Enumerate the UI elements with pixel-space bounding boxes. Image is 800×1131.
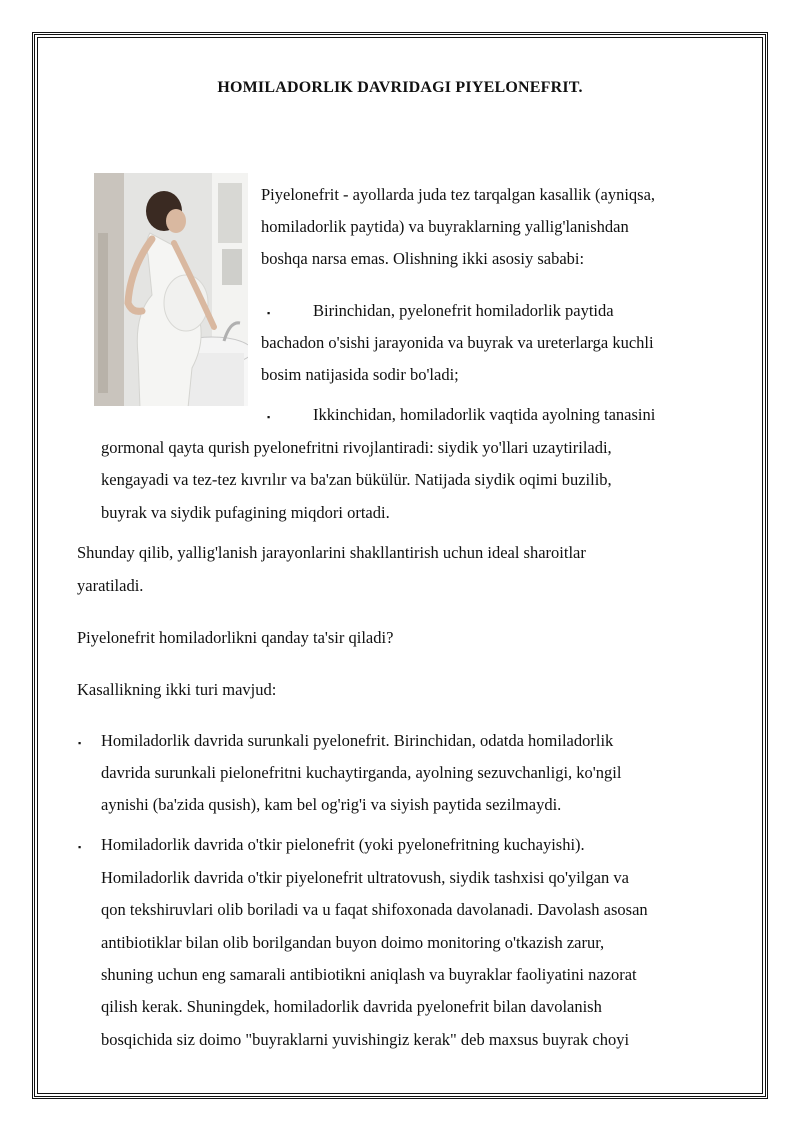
types-intro: Kasallikning ikki turi mavjud:: [77, 680, 277, 699]
type1-line-1: Homiladorlik davrida surunkali pyelonefrit. Birinchidan, odatda homiladorlik: [101, 731, 614, 750]
reason1-line-3: bosim natijasida sodir bo'ladi;: [261, 365, 459, 384]
reason2-line-2: gormonal qayta qurish pyelonefritni rivojlantiradi: siydik yo'llari uzaytiriladi,: [101, 438, 612, 457]
reason1-line-1: Birinchidan, pyelonefrit homiladorlik paytida: [313, 301, 614, 320]
reason2-bullet-icon: ▪: [267, 412, 271, 422]
reason1-line-2: bachadon o'sishi jarayonida va buyrak va ureterlarga kuchli: [261, 333, 654, 352]
question-heading: Piyelonefrit homiladorlikni qanday ta'sir qiladi?: [77, 628, 394, 647]
type2-line-4: antibiotiklar bilan olib borilgandan buyon doimo monitoring o'tkazish zarur,: [101, 933, 605, 952]
pregnant-woman-at-sink-photo: [94, 173, 248, 406]
conclusion-line-2: yaratiladi.: [77, 576, 144, 595]
document-title: HOMILADORLIK DAVRIDAGI PIYELONEFRIT.: [217, 79, 583, 96]
intro-line-1: Piyelonefrit - ayollarda juda tez tarqalgan kasallik (ayniqsa,: [261, 185, 656, 204]
reason2-line-4: buyrak va siydik pufagining miqdori ortadi.: [101, 503, 390, 522]
type2-bullet-icon: ▪: [78, 842, 82, 852]
type1-bullet-icon: ▪: [78, 738, 82, 748]
type2-line-5: shuning uchun eng samarali antibiotikni aniqlash va buyraklar faoliyatini nazorat: [101, 965, 637, 984]
type2-line-3: qon tekshiruvlari olib boriladi va u faqat shifoxonada davolanadi. Davolash asosan: [101, 900, 648, 919]
intro-line-2: homiladorlik paytida) va buyraklarning yallig'lanishdan: [261, 217, 629, 236]
reason2-line-1: Ikkinchidan, homiladorlik vaqtida ayolning tanasini: [313, 405, 656, 424]
conclusion-line-1: Shunday qilib, yallig'lanish jarayonlarini shakllantirish uchun ideal sharoitlar: [77, 543, 586, 562]
type2-line-6: qilish kerak. Shuningdek, homiladorlik davrida pyelonefrit bilan davolanish: [101, 997, 602, 1016]
type1-line-2: davrida surunkali pielonefritni kuchaytirganda, ayolning sezuvchanligi, ko'ngil: [101, 763, 622, 782]
type2-line-7: bosqichida siz doimo "buyraklarni yuvishingiz kerak" deb maxsus buyrak choyi: [101, 1030, 630, 1049]
type1-line-3: aynishi (ba'zida qusish), kam bel og'rig'i va siyish paytida sezilmaydi.: [101, 795, 562, 814]
reason1-bullet-icon: ▪: [267, 308, 271, 318]
type2-line-2: Homiladorlik davrida o'tkir piyelonefrit ultratovush, siydik tashxisi qo'yilgan va: [101, 868, 629, 887]
intro-line-3: boshqa narsa emas. Olishning ikki asosiy sababi:: [261, 249, 585, 268]
type2-line-1: Homiladorlik davrida o'tkir pielonefrit (yoki pyelonefritning kuchayishi).: [101, 835, 585, 854]
reason2-line-3: kengayadi va tez-tez kıvrılır va ba'zan bükülür. Natijada siydik oqimi buzilib,: [101, 470, 612, 489]
